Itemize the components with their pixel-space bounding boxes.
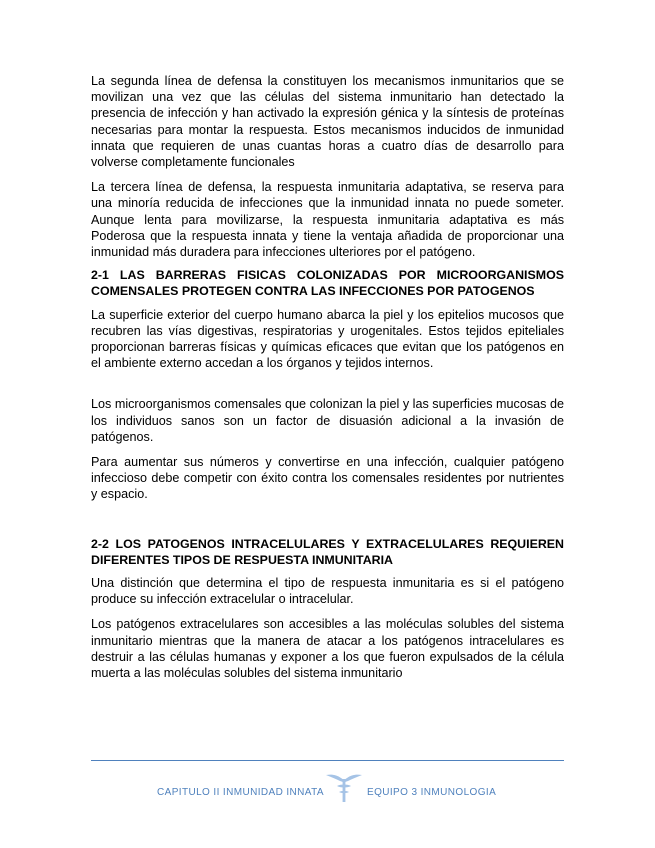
footer-team-label: EQUIPO 3 INMUNOLOGIA [367,787,497,798]
paragraph-extracellular-intracellular: Los patógenos extracelulares son accesibles a las moléculas solubles del sistema inmunitario mientras que la manera de atacar a los patógenos intracelulares es destruir a las células humanas y exponer a los que fueron expulsados de la célula muerta a las moléculas solubles del sistema inmunitario [91,617,564,681]
page-footer [91,770,564,810]
paragraph-immune-response-distinction: Una distinción que determina el tipo de respuesta inmunitaria es si el patógeno produce su infección extracelular o intracelular. [91,576,564,607]
paragraph-commensal-microorganisms: Los microorganismos comensales que colonizan la piel y las superficies mucosas de los individuos sanos son un factor de disuasión adicional a la invasión de patógenos. [91,397,564,444]
footer-chapter-label: CAPITULO II INMUNIDAD INNATA [157,787,324,798]
paragraph-third-line-defense: La tercera línea de defensa, la respuesta inmunitaria adaptativa, se reserva para una minoría reducida de infecciones que la inmunidad innata no puede someter. Aunque lenta para movilizarse, la respuesta inmunitaria adaptativa es más Poderosa que la respuesta innata y tiene la ventaja añadida de proporcionar una inmunidad más duradera para infecciones ulteriores por el patógeno. [91,180,564,260]
paragraph-epithelial-barriers: La superficie exterior del cuerpo humano abarca la piel y los epitelios mucosos que recubren las vías digestivas, respiratorias y urogenitales. Estos tejidos epiteliales proporcionan barreras físicas y químicas eficaces que evitan que los patógenos en el ambiente externo accedan a los órganos y tejidos internos. [91,307,564,371]
footer-divider [91,760,564,761]
paragraph-pathogen-competition: Para aumentar sus números y convertirse en una infección, cualquier patógeno infeccioso debe competir con éxito contra los comensales residentes por nutrientes y espacio. [91,455,564,502]
section-heading-2-2: 2-2 LOS PATOGENOS INTRACELULARES Y EXTRACELULARES REQUIEREN DIFERENTES TIPOS DE RESPUESTA INMUNITARIA [91,536,564,567]
section-heading-2-1: 2-1 LAS BARRERAS FISICAS COLONIZADAS POR MICROORGANISMOS COMENSALES PROTEGEN CONTRA LAS INFECCIONES POR PATOGENOS [91,268,564,299]
caduceus-icon [324,770,364,804]
document-body [91,73,564,681]
paragraph-second-line-defense: La segunda línea de defensa la constituyen los mecanismos inmunitarios que se movilizan una vez que las células del sistema inmunitario han detectado la presencia de infección y han activado la expresión génica y la síntesis de proteínas necesarias para montar la respuesta. Estos mecanismos inducidos de inmunidad innata que requieren de unas cuantas horas a cuatro días de desarrollo para volverse completamente funcionales [91,74,564,170]
